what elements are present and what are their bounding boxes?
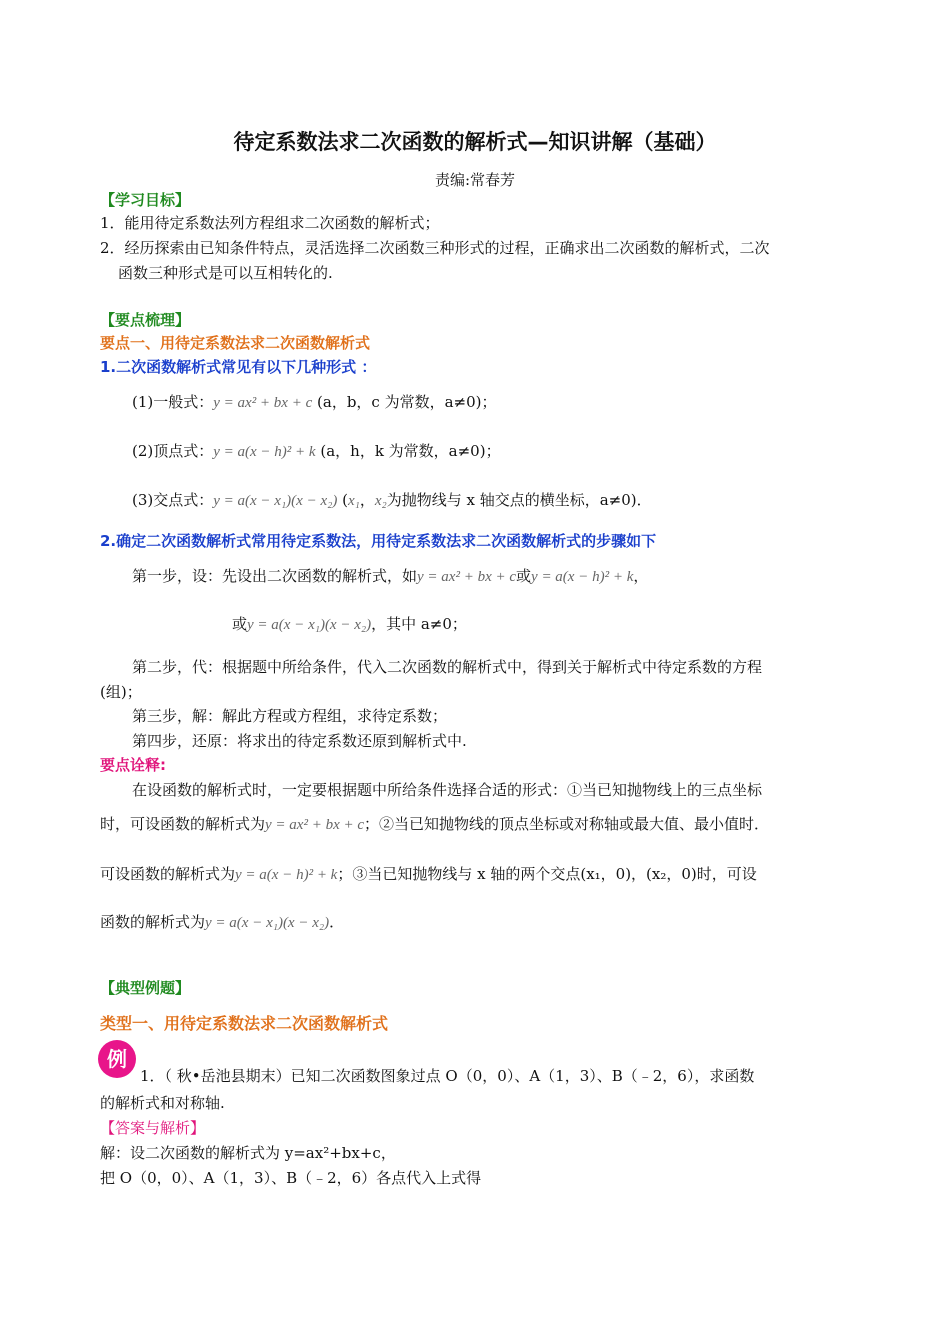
step-1-cont-tail: ，其中 a≠0； [371, 615, 467, 633]
step-1 [132, 566, 648, 587]
keypoints-heading: 【要点梳理】 [100, 311, 191, 329]
explain-line-3 [100, 864, 757, 885]
objective-item-1: 1．能用待定系数法列方程组求二次函数的解析式； [100, 214, 440, 232]
step-4: 第四步，还原：将求出的待定系数还原到解析式中. [132, 732, 467, 750]
type-1-title: 类型一、用待定系数法求二次函数解析式 [100, 1014, 389, 1033]
subpoint-1-title: 1.二次函数解析式常见有以下几种形式 ： [100, 358, 377, 376]
question-1-cont: 的解析式和对称轴. [100, 1094, 225, 1112]
objective-item-2-cont: 函数三种形式是可以互相转化的. [118, 264, 333, 282]
step-1-formula-2: y = a(x − h)² + k [531, 569, 634, 585]
explain-line-2-formula: y = ax² + bx + c [265, 817, 365, 833]
explain-line-4-formula: y = a(x − x₁)(x − x₂) [205, 915, 330, 931]
explain-line-4 [100, 912, 344, 933]
explain-line-4-tail: ． [329, 913, 345, 931]
form-vertex-label: (2)顶点式： [132, 442, 214, 460]
objective-item-2: 2．经历探索由已知条件特点，灵活选择二次函数三种形式的过程，正确求出二次函数的解析式，二次 [100, 239, 770, 257]
answer-heading: 【答案与解析】 [100, 1119, 206, 1137]
step-1-formula-1: y = ax² + bx + c [417, 569, 517, 585]
step-1-cont-formula: y = a(x − x₁)(x − x₂) [247, 617, 372, 633]
explain-line-3-tail: ；③当已知抛物线与 x 轴的两个交点(x₁，0)，(x₂，0)时，可设 [337, 865, 757, 883]
explain-line-3-formula: y = a(x − h)² + k [235, 867, 338, 883]
step-1-or: 或 [516, 567, 532, 585]
explain-heading: 要点诠释: [100, 756, 166, 774]
explain-line-2-text: 时，可设函数的解析式为 [100, 815, 266, 833]
form-vertex-note: (a，h，k 为常数，a≠0)； [320, 442, 501, 460]
form-general-note: (a，b，c 为常数，a≠0)； [317, 393, 497, 411]
form-intercept-note: 为抛物线与 x 轴交点的横坐标，a≠0)． [386, 491, 652, 509]
form-intercept-formula: y = a(x − x₁)(x − x₂) [213, 493, 338, 509]
form-vertex [132, 441, 501, 462]
form-intercept-label: (3)交点式： [132, 491, 214, 509]
explain-line-2-tail: ；②当已知抛物线的顶点坐标或对称轴或最大值、最小值时． [364, 815, 770, 833]
step-1-text: 第一步，设：先设出二次函数的解析式，如 [132, 567, 418, 585]
form-intercept-x2: x₂ [374, 493, 387, 509]
editor-line: 责编:常春芳 [434, 171, 516, 189]
explain-line-4-text: 函数的解析式为 [100, 913, 206, 931]
form-general [132, 392, 497, 413]
subpoint-2-title: 2.确定二次函数解析式常用待定系数法，用待定系数法求二次函数解析式的步骤如下 [100, 532, 657, 550]
step-1-comma: ， [633, 567, 649, 585]
objectives-heading: 【学习目标】 [100, 191, 191, 209]
explain-line-1: 在设函数的解析式时，一定要根据题中所给条件选择合适的形式：①当已知抛物线上的三点坐标 [132, 781, 763, 799]
form-intercept-paren: ( [342, 491, 348, 509]
form-general-formula: y = ax² + bx + c [213, 395, 313, 411]
solution-line-1: 解：设二次函数的解析式为 y=ax²+bx+c， [100, 1144, 396, 1162]
step-2-cont: (组)； [100, 683, 142, 701]
form-intercept [132, 490, 652, 511]
examples-heading: 【典型例题】 [100, 979, 191, 997]
form-general-label: (1)一般式： [132, 393, 214, 411]
step-2: 第二步，代：根据题中所给条件，代入二次函数的解析式中，得到关于解析式中待定系数的方程 [132, 658, 763, 676]
step-3: 第三步，解：解此方程或方程组，求待定系数； [132, 707, 448, 725]
solution-line-2: 把 O（0，0）、A（1，3）、B（﹣2，6）各点代入上式得 [100, 1169, 482, 1187]
page-title: 待定系数法求二次函数的解析式—知识讲解（基础） [233, 130, 717, 154]
example-badge: 例 [98, 1040, 136, 1078]
explain-line-2 [100, 814, 769, 835]
form-intercept-sep: ， [359, 491, 375, 509]
form-vertex-formula: y = a(x − h)² + k [213, 444, 316, 460]
explain-line-3-text: 可设函数的解析式为 [100, 865, 236, 883]
step-1-cont [232, 614, 467, 635]
form-intercept-x1: x₁ [347, 493, 360, 509]
step-1-cont-or: 或 [232, 615, 248, 633]
question-1: 1．（ 秋•岳池县期末）已知二次函数图象过点 O（0，0）、A（1，3）、B（﹣2，6），求函数 [140, 1067, 755, 1085]
keypoint-1-title: 要点一、用待定系数法求二次函数解析式 [100, 334, 371, 352]
